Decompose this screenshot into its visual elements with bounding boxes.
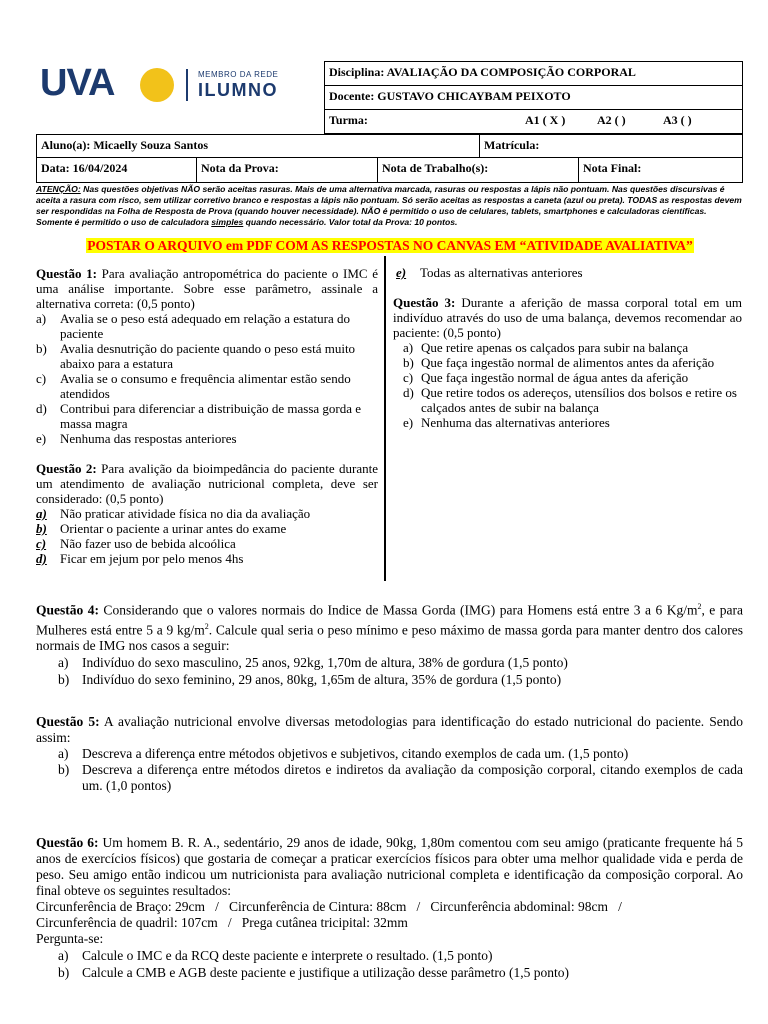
question-2-text: Para avalição da bioimpedância do paciente durante um atendimento de avaliação nutricional completa, deve ser considerado: (0,5 ponto)	[36, 461, 378, 506]
a1-mark: A1 ( X )	[525, 113, 566, 127]
class-label: Turma:	[329, 113, 368, 127]
option-letter: e)	[396, 265, 407, 280]
option-text: Avalia se o peso está adequado em relação a estatura do paciente	[60, 311, 350, 341]
logo-network-name: ILUMNO	[198, 80, 278, 100]
item-letter: a)	[58, 948, 69, 963]
question-2	[36, 461, 378, 566]
question-2-option-b[interactable]	[36, 521, 378, 536]
question-5-text: A avaliação nutricional envolve diversas metodologias para identificação do estado nutricional do paciente. Sendo assim:	[36, 714, 744, 745]
question-6-ask: Pergunta-se:	[36, 931, 104, 946]
option-letter: b)	[403, 355, 414, 370]
option-letter: d)	[403, 385, 414, 400]
question-2-option-d[interactable]	[36, 551, 378, 566]
question-2-statement	[36, 461, 378, 506]
question-5-statement	[36, 714, 743, 746]
question-1-option-e[interactable]	[36, 431, 378, 446]
item-text: Descreva a diferença entre métodos objetivos e subjetivos, citando exemplos de cada um. (1,5 ponto)	[82, 746, 629, 761]
option-text: Nenhuma das respostas anteriores	[60, 431, 237, 446]
option-text: Todas as alternativas anteriores	[420, 265, 583, 280]
option-text: Ficar em jejum por pelo menos 4hs	[60, 551, 244, 566]
question-1-option-b[interactable]	[36, 341, 378, 371]
option-letter: b)	[36, 521, 47, 536]
question-4-text-b: , e para Mulheres está entre 5 a 9 kg/m	[36, 602, 743, 637]
exam-grade: Nota da Prova:	[201, 161, 279, 175]
option-letter: c)	[36, 536, 47, 551]
question-5	[36, 714, 743, 794]
question-2-label: Questão 2:	[36, 461, 97, 476]
option-letter: b)	[36, 341, 47, 356]
column-divider	[384, 256, 386, 581]
uva-ilumno-logo	[40, 62, 290, 106]
item-text: Indivíduo do sexo feminino, 29 anos, 80kg, 1,65m de altura, 35% de gordura (1,5 ponto)	[82, 672, 562, 687]
question-1-option-d[interactable]	[36, 401, 378, 431]
question-6-measures-1: Circunferência de Braço: 29cm / Circunferência de Cintura: 88cm / Circunferência abdominal: 98cm /	[36, 899, 622, 914]
question-5-label: Questão 5:	[36, 714, 100, 729]
option-text: Avalia desnutrição do paciente quando o peso está muito abaixo para a estatura	[60, 341, 356, 371]
option-text: Que faça ingestão normal de alimentos antes da aferição	[421, 355, 715, 370]
a2-mark: A2 ( )	[597, 113, 626, 127]
question-2-option-e[interactable]	[396, 265, 742, 280]
question-1-option-c[interactable]	[36, 371, 378, 401]
option-letter: a)	[36, 311, 47, 326]
item-text: Calcule o IMC e da RCQ deste paciente e interprete o resultado. (1,5 ponto)	[82, 948, 493, 963]
logo-separator	[186, 69, 188, 101]
question-6-item-a	[36, 947, 743, 964]
question-1	[36, 266, 378, 446]
attention-notice	[36, 184, 744, 228]
option-letter: a)	[36, 506, 47, 521]
option-text: Que faça ingestão normal de água antes da aferição	[421, 370, 689, 385]
final-grade-cell	[578, 157, 743, 183]
option-letter: d)	[36, 551, 47, 566]
question-6-label: Questão 6:	[36, 835, 99, 850]
student-cell	[36, 134, 480, 158]
teacher: Docente: GUSTAVO CHICAYBAM PEIXOTO	[329, 89, 571, 103]
item-text: Calcule a CMB e AGB deste paciente e justifique a utilização desse parâmetro (1,5 ponto)	[82, 965, 569, 980]
item-letter: a)	[58, 655, 69, 670]
logo-brand: UVA	[40, 62, 115, 104]
question-3-option-b[interactable]	[393, 355, 742, 370]
item-letter: b)	[58, 672, 70, 687]
question-3-option-d[interactable]	[393, 385, 742, 415]
a3-mark: A3 ( )	[663, 113, 692, 127]
discipline: Disciplina: AVALIAÇÃO DA COMPOSIÇÃO CORPORAL	[329, 65, 636, 79]
option-text: Orientar o paciente a urinar antes do exame	[60, 521, 287, 536]
attention-simple: simples	[211, 217, 244, 227]
item-letter: b)	[58, 762, 70, 777]
question-4-item-a	[36, 654, 743, 671]
work-grade-cell	[377, 157, 579, 183]
question-4-text-a: Considerando que o valores normais do Indice de Massa Gorda (IMG) para Homens está entre 3 a 6 Kg/m	[98, 602, 698, 618]
question-1-statement	[36, 266, 378, 311]
question-3	[393, 295, 742, 430]
question-5-item-a	[36, 746, 743, 762]
option-text: Avalia se o consumo e frequência alimentar estão sendo atendidos	[60, 371, 351, 401]
submission-banner	[36, 238, 744, 254]
option-letter: a)	[403, 340, 414, 355]
question-5-item-b	[36, 762, 743, 794]
superscript: 2	[204, 621, 209, 631]
student-name: Aluno(a): Micaelly Souza Santos	[41, 138, 209, 152]
item-text: Indivíduo do sexo masculino, 25 anos, 92kg, 1,70m de altura, 38% de gordura (1,5 ponto)	[82, 655, 568, 670]
question-2-option-e-wrap	[396, 265, 742, 280]
question-3-option-a[interactable]	[393, 340, 742, 355]
teacher-cell	[324, 85, 743, 110]
question-3-statement	[393, 295, 742, 340]
question-6-statement	[36, 835, 743, 899]
exam-date: Data: 16/04/2024	[41, 161, 128, 175]
work-grade: Nota de Trabalho(s):	[382, 161, 489, 175]
banner-text: POSTAR O ARQUIVO em PDF COM AS RESPOSTAS NO CANVAS EM “ATIVIDADE AVALIATIVA”	[87, 238, 693, 253]
question-3-option-c[interactable]	[393, 370, 742, 385]
question-6	[36, 835, 743, 981]
date-cell	[36, 157, 197, 183]
question-3-label: Questão 3:	[393, 295, 456, 310]
question-2-option-c[interactable]	[36, 536, 378, 551]
class-cell	[324, 109, 743, 134]
question-6-measures-2: Circunferência de quadril: 107cm / Prega cutânea tricipital: 32mm	[36, 915, 408, 930]
question-4-statement	[36, 599, 743, 654]
question-4-text-c: . Calcule qual seria o peso mínimo e peso máximo de massa gorda para manter dentro dos calores normais de IMG nos casos a seguir:	[36, 622, 744, 653]
question-4-item-b	[36, 671, 743, 688]
attention-tail: quando necessário. Valor total da Prova: 10 pontos.	[243, 217, 458, 227]
exam-grade-cell	[196, 157, 378, 183]
registration-cell	[479, 134, 743, 158]
option-text: Contribui para diferenciar a distribuição de massa gorda e massa magra	[60, 401, 362, 431]
option-text: Não fazer uso de bebida alcoólica	[60, 536, 236, 551]
option-letter: e)	[36, 431, 47, 446]
option-letter: c)	[36, 371, 47, 386]
attention-label: ATENÇÃO:	[36, 184, 81, 194]
discipline-cell	[324, 61, 743, 86]
question-3-text: Durante a aferição de massa corporal total em um indivíduo através do uso de uma balança, devemos recomendar ao paciente: (0,5 ponto)	[393, 295, 742, 340]
question-6-item-b	[36, 964, 743, 981]
question-2-option-a[interactable]	[36, 506, 378, 521]
registration: Matrícula:	[484, 138, 540, 152]
option-text: Não praticar atividade física no dia da avaliação	[60, 506, 311, 521]
logo-network-line: MEMBRO DA REDE	[198, 70, 279, 79]
option-letter: c)	[403, 370, 414, 385]
question-6-text: Um homem B. R. A., sedentário, 29 anos de idade, 90kg, 1,80m comentou com seu amigo (praticante frequente há 5 anos de exercícios físicos) que gostaria de começar a praticar exercícios físicos para obter uma melhor qualidade vida e perda de peso. Seu amigo então indicou um nutricionista para avaliação nutricional completa e identificação da composição corporal. Ao final obteve os seguintes resultados:	[36, 835, 743, 898]
final-grade: Nota Final:	[583, 161, 642, 175]
option-letter: e)	[403, 415, 414, 430]
question-1-label: Questão 1:	[36, 266, 97, 281]
attention-text: Nas questões objetivas NÃO serão aceitas rasuras. Mais de uma alternativa marcada, rasuras ou respostas a lápis não pontuam. Nas questões discursivas é aceita a rasura com risco, sem utilizar corretivo branco e respostas a lápis não pontuam. Só serão aceitas as respostas a caneta (azul ou preta). TODAS as respostas devem ser respondidas na Folha de Resposta de Prova (quando houver necessidade). NÃO é permitido o uso de celulares, tablets, smartphones e calculadoras científicas. Somente é permitido o uso de calculadora	[36, 184, 742, 227]
question-4	[36, 599, 743, 688]
question-1-option-a[interactable]	[36, 311, 378, 341]
option-text: Nenhuma das alternativas anteriores	[421, 415, 610, 430]
superscript: 2	[697, 602, 702, 611]
item-text: Descreva a diferença entre métodos diretos e indiretos da avaliação da composição corporal, citando exemplos de cada um. (1,0 pontos)	[82, 762, 743, 793]
question-3-option-e[interactable]	[393, 415, 742, 430]
option-text: Que retire apenas os calçados para subir na balança	[421, 340, 689, 355]
option-letter: d)	[36, 401, 47, 416]
item-letter: a)	[58, 746, 69, 761]
item-letter: b)	[58, 965, 70, 980]
question-4-label: Questão 4:	[36, 602, 99, 618]
logo-sun-icon	[140, 68, 174, 102]
question-1-text: Para avaliação antropométrica do paciente o IMC é uma análise importante. Sobre esse parâmetro, assinale a alternativa correta: (0,5 ponto)	[36, 266, 378, 311]
option-text: Que retire todos os adereços, utensílios dos bolsos e retire os calçados antes de subir na balança	[421, 385, 737, 415]
